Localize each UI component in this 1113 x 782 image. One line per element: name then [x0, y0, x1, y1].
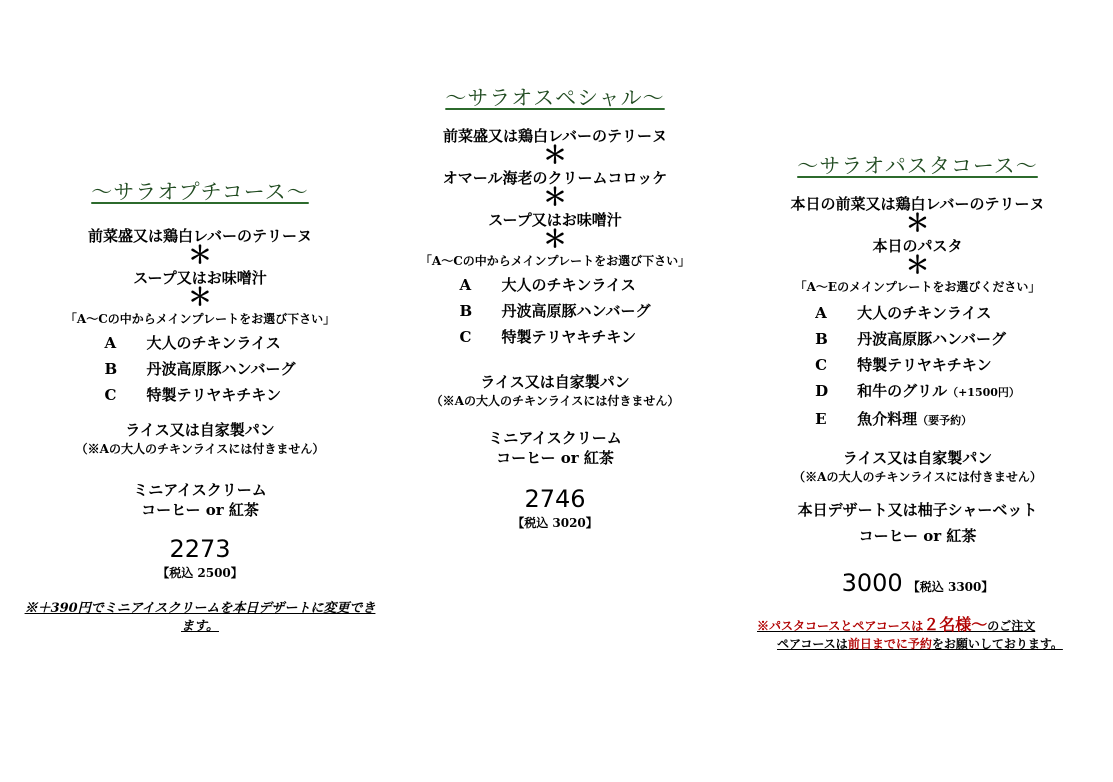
bread-note: （※Aの大人のチキンライスには付きません）	[793, 470, 1042, 484]
starter-line: 前菜盛又は鶏白レバーのテリーヌ	[443, 127, 667, 145]
price-row	[745, 568, 1090, 598]
bread-line: ライス又は自家製パン	[125, 421, 275, 439]
drink-line: コーヒー or 紅茶	[496, 449, 614, 467]
tax-price: 【税込 3020】	[512, 516, 598, 530]
dessert-line: ミニアイスクリーム	[133, 481, 267, 499]
bread-note: （※Aの大人のチキンライスには付きません）	[430, 394, 680, 408]
bread-line: ライス又は自家製パン	[842, 449, 993, 467]
bread-line: ライス又は自家製パン	[480, 373, 630, 391]
separator-star: ＊	[905, 250, 930, 279]
pasta-line: 本日のパスタ	[872, 237, 963, 255]
separator-star: ＊	[905, 208, 930, 237]
tax-price: 【税込 2500】	[157, 566, 243, 580]
main-option-a: A 大人のチキンライス	[815, 304, 992, 322]
price: 2746	[524, 485, 586, 513]
soup-line: スープ又はお味噌汁	[133, 269, 267, 287]
pasta-course-column	[745, 150, 1090, 653]
main-option-c: C 特製テリヤキチキン	[104, 386, 282, 404]
main-option-d: D 和牛のグリル（+1500円）	[815, 382, 1020, 400]
petit-course-column	[24, 176, 376, 636]
separator-star: ＊	[543, 182, 567, 211]
main-plate-instruction: 「A～Eのメインプレートをお選びください」	[794, 280, 1041, 294]
main-option-e: E 魚介料理（要予約）	[815, 410, 973, 428]
croquette-line: オマール海老のクリームコロッケ	[442, 169, 668, 187]
special-course-column	[390, 82, 720, 532]
dessert-line: ミニアイスクリーム	[488, 429, 622, 447]
special-course-title: ～サラオスペシャル～	[445, 86, 665, 110]
pair-course-note: ペアコースは前日までに予約をお願いしております。	[777, 637, 1063, 651]
starter-line: 本日の前菜又は鶏白レバーのテリーヌ	[790, 195, 1045, 213]
main-option-a: A 大人のチキンライス	[104, 334, 281, 352]
main-option-c: C 特製テリヤキチキン	[459, 328, 637, 346]
bread-note: （※Aの大人のチキンライスには付きません）	[75, 442, 325, 456]
soup-line: スープ又はお味噌汁	[488, 211, 622, 229]
separator-star: ＊	[188, 282, 212, 311]
main-plate-instruction: 「A～Cの中からメインプレートをお選び下さい」	[64, 312, 336, 326]
dessert-upgrade-note: ※＋390円でミニアイスクリームを本日デザートに変更できます。	[24, 601, 376, 634]
main-plate-instruction: 「A～Cの中からメインプレートをお選び下さい」	[419, 254, 691, 268]
separator-star: ＊	[543, 224, 567, 253]
main-option-c: C 特製テリヤキチキン	[815, 356, 992, 374]
main-option-b: B 丹波高原豚ハンバーグ	[815, 330, 1007, 348]
drink-line: コーヒー or 紅茶	[141, 501, 259, 519]
main-option-a: A 大人のチキンライス	[459, 276, 636, 294]
main-option-b: B 丹波高原豚ハンバーグ	[104, 360, 296, 378]
petit-course-title: ～サラオプチコース～	[91, 180, 309, 204]
drink-line: コーヒー or 紅茶	[858, 527, 977, 545]
main-option-b: B 丹波高原豚ハンバーグ	[459, 302, 651, 320]
starter-line: 前菜盛又は鶏白レバーのテリーヌ	[88, 227, 312, 245]
pasta-course-title: ～サラオパスタコース～	[797, 154, 1038, 178]
price: 3000	[841, 569, 903, 597]
dessert-line: 本日デザート又は柚子シャーベット	[797, 501, 1038, 519]
separator-star: ＊	[188, 240, 212, 269]
separator-star: ＊	[543, 140, 567, 169]
price: 2273	[169, 535, 231, 563]
tax-price: 【税込 3300】	[907, 580, 994, 594]
pasta-order-note: ※パスタコースとペアコースは２名様～のご注文	[757, 615, 1036, 634]
